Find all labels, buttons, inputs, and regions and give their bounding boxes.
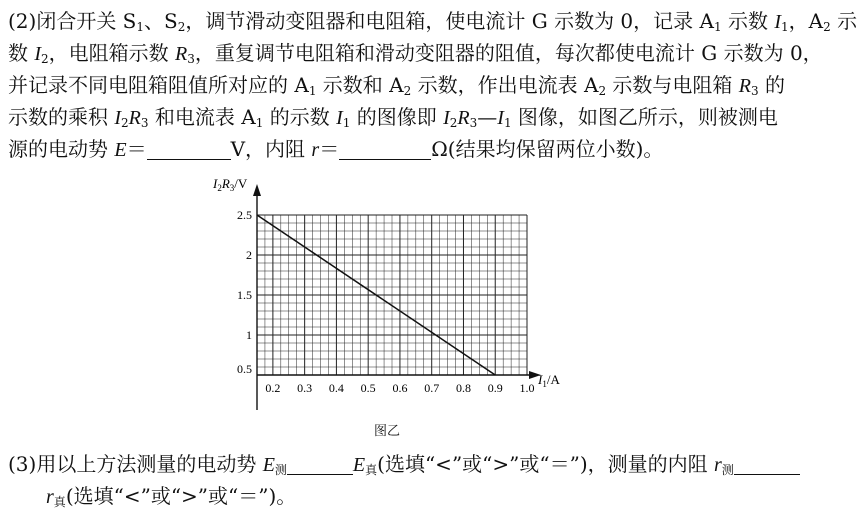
resistance-compare-blank[interactable] (734, 452, 800, 475)
y-tick-label: 1.5 (237, 288, 252, 302)
x-tick-label: 1.0 (519, 381, 535, 395)
x-tick-label: 0.3 (297, 381, 313, 395)
q2-line-5: 源的电动势 E＝ V，内阻 r＝ Ω(结果均保留两位小数)。 (8, 137, 664, 161)
y-axis-label: $I_2R_3/V$ (213, 176, 248, 193)
q2-line-4: 示数的乘积 $I_2R_3$ 和电流表 $A_1$ 的示数 $I_1$ 的图像即 $I_2R_3—I_1$ 图像，如图乙所示，则被测电 (8, 105, 778, 130)
y-tick-label: 0.5 (237, 362, 252, 376)
y-tick-label: 1 (246, 328, 252, 342)
x-tick-label: 0.4 (328, 381, 344, 395)
y-tick-label: 2.5 (237, 208, 252, 222)
emf-compare-blank[interactable] (287, 452, 353, 475)
x-tick-label: 0.7 (424, 381, 440, 395)
resistance-answer-blank[interactable] (339, 137, 431, 160)
x-tick-label: 0.6 (392, 381, 408, 395)
x-tick-label: 0.8 (455, 381, 471, 395)
q2-line-3: 并记录不同电阻箱阻值所对应的 $A_1$ 示数和 $A_2$ 示数，作出电流表 $A_2$ 示数与电阻箱 $R_3$ 的 (8, 73, 786, 98)
y-axis-arrow (253, 184, 261, 196)
emf-answer-blank[interactable] (147, 137, 231, 160)
x-tick-label: 0.5 (360, 381, 376, 395)
chart-grid (257, 215, 527, 375)
q3-line-1: (3)用以上方法测量的电动势 $E_测$ $E_真$(选填“<”或“>”或“＝”)，测量的内阻 $r_测$ (8, 449, 784, 480)
chart-axes (253, 184, 541, 410)
q2-line-1: (2)闭合开关 $S_1$、$S_2$，调节滑动变阻器和电阻箱，使电流计 G 示数为 0，记录 $A_1$ 示数 $I_1$，$A_2$ 示 (8, 9, 857, 34)
q3-line-2: $r_真$(选填“<”或“>”或“＝”)。 (46, 484, 297, 509)
q2-line-2: 数 $I_2$，电阻箱示数 $R_3$，重复调节电阻箱和滑动变阻器的阻值，每次都使电流计 G 示数为 0， (8, 41, 823, 66)
x-tick-label: 0.2 (265, 381, 281, 395)
x-tick-label: 0.9 (487, 381, 503, 395)
x-axis-label: $I_1/A$ (538, 372, 560, 389)
figure-caption: 图乙 (374, 424, 401, 439)
y-tick-label: 2 (246, 248, 252, 262)
i2r3-vs-i1-chart (205, 170, 565, 420)
